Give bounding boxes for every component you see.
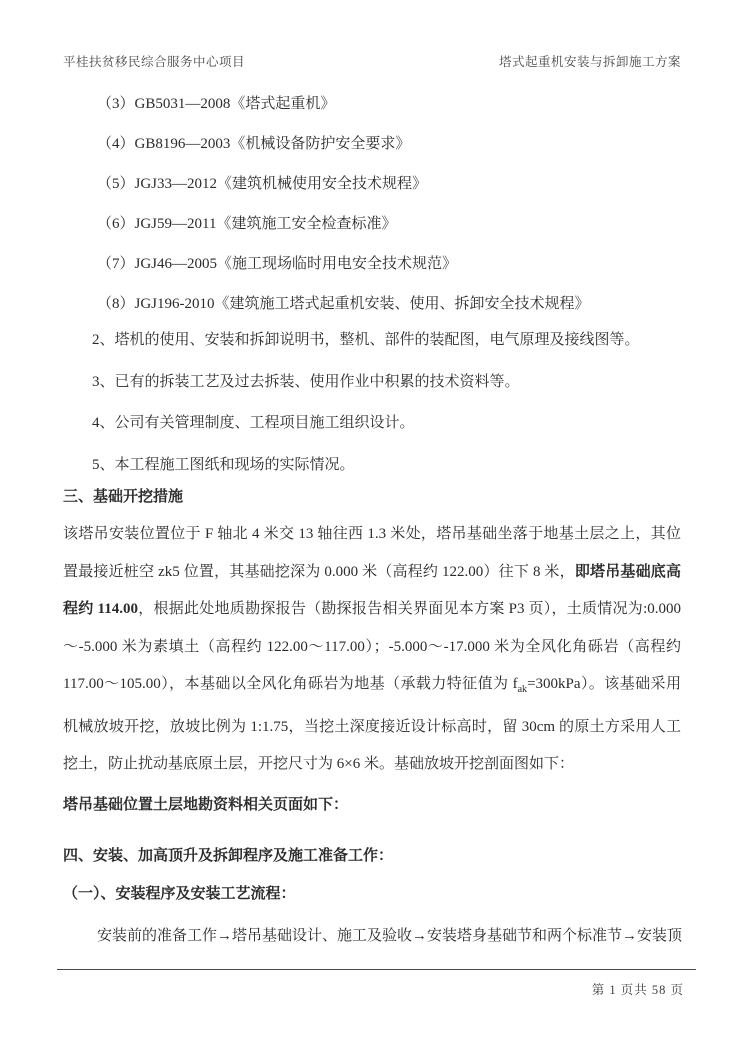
- section3-heading: 三、基础开挖措施: [63, 489, 184, 505]
- document-body: [63, 84, 681, 955]
- materials-list: [63, 320, 681, 486]
- paragraph-run-3: ，根据此处地质勘探报告（勘探报告相关界面见本方案 P3 页），土质情况为:0.000～-5.000 米为素填土（高程约 122.00～117.00）；-5.000～-17.000 米为全风化角砾岩（高程约 117.00～105.00），本基础以全风化角砾岩为地基（承载力特征值为 f: [63, 601, 681, 692]
- reference-item-3: （3）GB5031—2008《塔式起重机》: [97, 96, 336, 112]
- materials-item-2: 2、塔机的使用、安装和拆卸说明书，整机、部件的装配图，电气原理及接线图等。: [92, 332, 640, 348]
- reference-item-5: （5）JGJ33—2012《建筑机械使用安全技术规程》: [97, 176, 428, 192]
- paragraph-run-5: =300kPa）。该基础采用机械放坡开挖，放坡比例为 1:1.75，当挖土深度接近设计标高时，留 30cm 的原土方采用人工挖土，防止扰动基底原土层，开挖尺寸为 6×6 米。基础放坡开挖剖面图如下：: [63, 676, 681, 772]
- reference-item-6: （6）JGJ59—2011《建筑施工安全检查标准》: [97, 216, 397, 232]
- reference-standards-list: [63, 84, 681, 324]
- materials-item-4: 4、公司有关管理制度、工程项目施工组织设计。: [92, 415, 415, 431]
- foundation-excavation-paragraph: [63, 516, 681, 784]
- installation-flow-line: 安装前的准备工作→塔吊基础设计、施工及验收→安装塔身基础节和两个标准节→安装顶: [97, 928, 683, 944]
- page-number: 第 1 页共 58 页: [591, 983, 684, 997]
- section4-sub-heading: （一）、安装程序及安装工艺流程：: [63, 886, 296, 902]
- section4-heading: 四、安装、加高顶升及拆卸程序及施工准备工作：: [63, 848, 394, 864]
- survey-note-line: 塔吊基础位置土层地勘资料相关页面如下：: [63, 796, 349, 813]
- materials-item-3: 3、已有的拆装工艺及过去拆装、使用作业中积累的技术资料等。: [92, 373, 520, 390]
- reference-item-7: （7）JGJ46—2005《施工现场临时用电安全技术规范》: [97, 256, 458, 272]
- header-doc-title: 塔式起重机安装与拆卸施工方案: [498, 55, 681, 69]
- paragraph-run-2-bold: 即塔吊基础底高程约 114.00: [63, 563, 681, 617]
- bearing-capacity-subscript: ak: [517, 684, 528, 695]
- reference-item-4: （4）GB8196—2003《机械设备防护安全要求》: [97, 136, 411, 152]
- paragraph-run-1: 该塔吊安装位置位于 F 轴北 4 米交 13 轴往西 1.3 米处，塔吊基础坐落于地基土层之上，其位置最接近桩空 zk5 位置，其基础挖深为 0.000 米（高程约 122.00）往下 8 米，: [63, 526, 681, 580]
- footer-divider: [57, 969, 696, 970]
- header-project-title: 平桂扶贫移民综合服务中心项目: [63, 55, 246, 69]
- reference-item-8: （8）JGJ196-2010《建筑施工塔式起重机安装、使用、拆卸安全技术规程》: [97, 296, 590, 312]
- page-header: [63, 52, 681, 70]
- materials-item-5: 5、本工程施工图纸和现场的实际情况。: [92, 456, 355, 473]
